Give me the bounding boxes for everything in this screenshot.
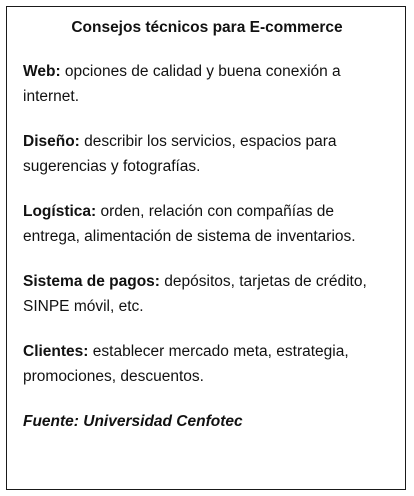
- tip-text: orden, relación con compañías de entrega, alimentación de sistema de inventarios.: [23, 203, 356, 245]
- tips-box: [6, 6, 406, 490]
- tip-logistics: [23, 199, 391, 249]
- tip-text: describir los servicios, espacios para sugerencias y fotografías.: [23, 133, 337, 175]
- tip-label: Web:: [23, 63, 61, 80]
- tip-web: [23, 59, 391, 109]
- box-title: Consejos técnicos para E-commerce: [71, 19, 343, 36]
- tip-text: opciones de calidad y buena conexión a internet.: [23, 63, 341, 105]
- tip-text: establecer mercado meta, estrategia, promociones, descuentos.: [23, 343, 349, 385]
- tip-label: Logística:: [23, 203, 97, 220]
- tip-text: depósitos, tarjetas de crédito, SINPE móvil, etc.: [23, 273, 367, 315]
- tip-clients: [23, 339, 391, 389]
- tip-label: Diseño:: [23, 133, 80, 150]
- tip-payments: [23, 269, 391, 319]
- tip-design: [23, 129, 391, 179]
- tip-label: Sistema de pagos:: [23, 273, 160, 290]
- tip-label: Clientes:: [23, 343, 89, 360]
- source-note: Fuente: Universidad Cenfotec: [23, 413, 243, 430]
